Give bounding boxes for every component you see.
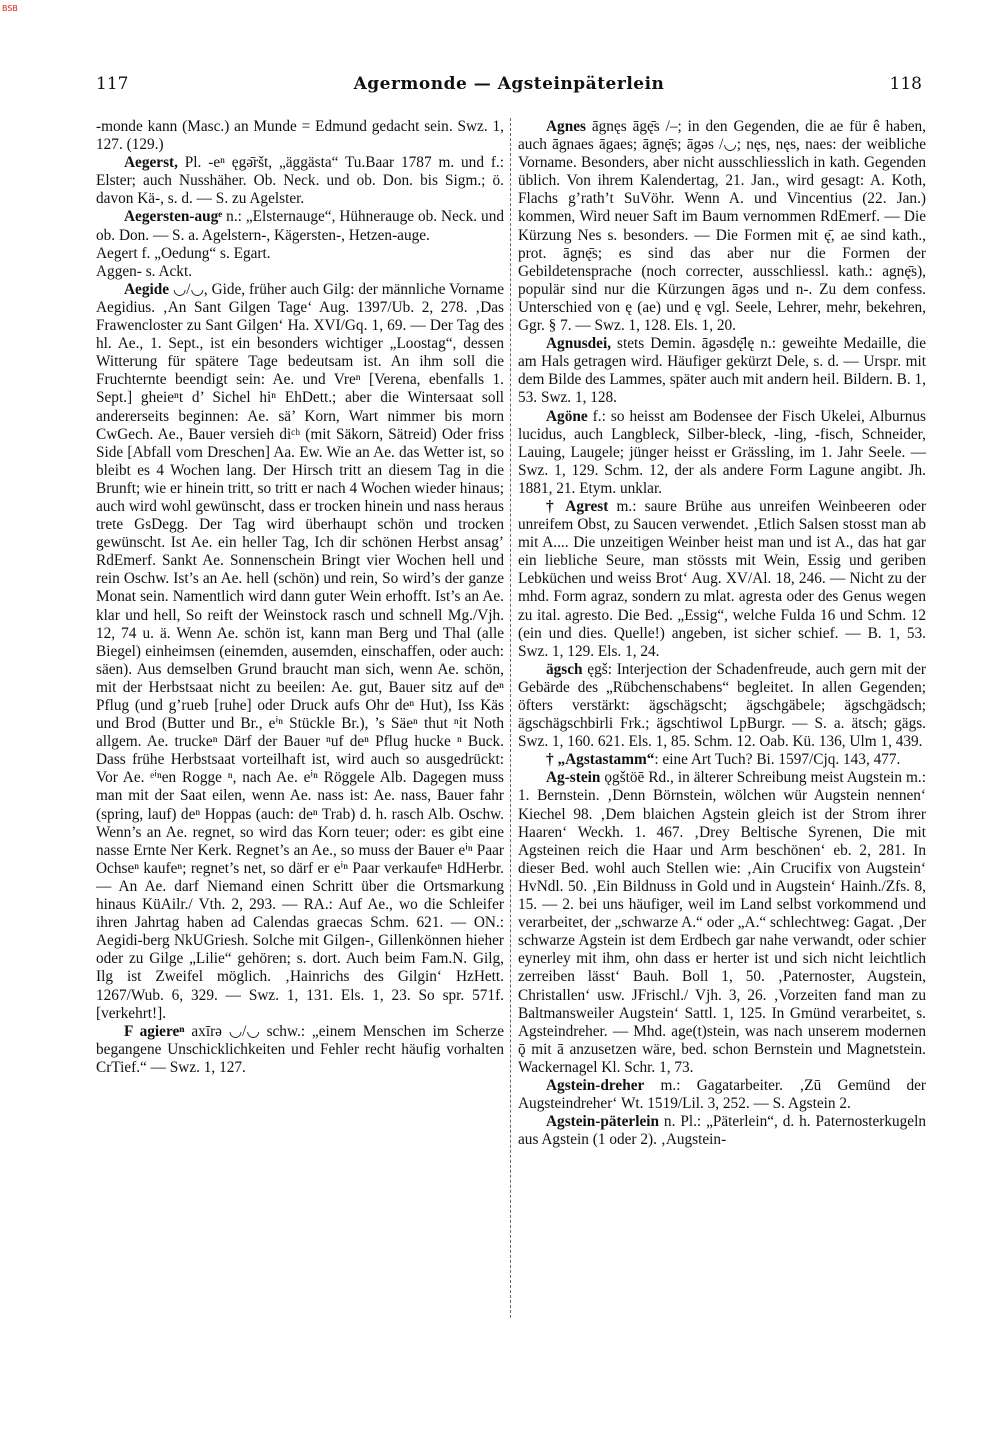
entry-headword: Agstein-päterlein <box>546 1113 660 1131</box>
entry-text: Aegert f. „Oedung“ s. Egart. <box>96 244 271 262</box>
dictionary-entry <box>518 1077 926 1113</box>
dictionary-entry <box>96 154 504 208</box>
dictionary-entry <box>96 1023 504 1077</box>
entry-headword: Aegide <box>124 280 170 298</box>
entry-text: : eine Art Tuch? Bi. 1597/Cjq. 143, 477. <box>654 751 901 769</box>
dictionary-entry <box>518 408 926 498</box>
dictionary-entry <box>96 281 504 1023</box>
column-divider <box>510 118 512 1318</box>
page-number-right: 118 <box>889 74 922 94</box>
entry-text: axīrə ◡/◡ schw.: „einem Menschen im Scherze begangene Unschicklichkeiten und Fehler recht häufig vorhalten CrTief.“ — Swz. 1, 127. <box>96 1022 504 1076</box>
entry-text: Aggen- s. Ackt. <box>96 262 193 280</box>
entry-headword: † Agrest <box>546 497 609 515</box>
entry-text: -monde kann (Masc.) an Munde = Edmund gedacht sein. Swz. 1, 127. (129.) <box>96 118 504 154</box>
dictionary-entry <box>518 661 926 751</box>
dictionary-entry <box>96 245 504 263</box>
entry-text: m.: Gagatarbeiter. ‚Zū Gemünd der Augsteindreher‘ Wt. 1519/Lil. 3, 252. — S. Agstein 2. <box>518 1076 926 1113</box>
dictionary-entry <box>518 1113 926 1149</box>
entry-text: ǫgštöē Rd., in älterer Schreibung meist Augstein m.: 1. Bernstein. ‚Denn Börnstein, wölchen wür Augstein nennen‘ Kiechel 98. ‚Dem blaichen Agstein gleich ist der Strom ihrer Haaren‘ Weckh. 1. 467. ‚Drey Beltische Syrenen, Die mit Agsteinen reich die Haar und Arm beschönen‘ eb. 2, 281. In dieser Bed. wohl auch Stellen wie: ‚Ain Crucifix von Augstein‘ HvNdl. 50. ‚Ein Bildnuss in Gold und in Augstein‘ Hainh./Zfs. 8, 15. — 2. bei uns häufiger, weil im Land selbst vorkommend und verarbeitet, der „schwarze A.“ oder „A.“ schlechtweg: Gagat. ‚Der schwarze Agstein ist dem Erdbech gar nahe verwandt, oder schier eynerley mit ihm, ohn dass er herter ist und sich nicht leichtlich zerreiben lässt‘ Bauh. Boll 1, 50. ‚Paternoster, Augstein, Christallen‘ usw. JFrischl./ Vjh. 3, 26. ‚Vorzeiten fand man zu Baltmansweiler Augstein‘ Sattl. 1, 125. In Gmünd verarbeitet, s. Agsteindreher. — Mhd. age(t)stein, was nach unserem modernen ǭ mit ā anzusetzen wäre, bed. schon Bernstein und Magnetstein. Wackernagel Kl. Schr. 1, 73. <box>518 769 926 1076</box>
entry-text: n.: „Elsternauge“, Hühnerauge ob. Neck. und ob. Don. — S. a. Agelstern-, Kägersten-, Hetzen-auge. <box>96 208 504 244</box>
dictionary-entry <box>518 335 926 407</box>
page-number-left: 117 <box>96 74 129 94</box>
entry-headword: Aegersten-augᵉ <box>124 208 223 226</box>
library-stamp: BSB <box>2 4 18 13</box>
dictionary-entry <box>96 118 504 154</box>
entry-text: āgnęs āgę̄s /–; in den Gegenden, die ae für ê haben, auch āgnaes āgaes; āgnę̄s; āgəs /◡; nęs, nęs, naes: der weibliche Vorname. Besonders, aber nicht ausschliesslich in kath. Gegenden üblich. Von ihrem Kalendertag, 21. Jan., wird gesagt: A. Koth, Flachs g’rath’t SuVöhr. Wenn A. und Vincentius (22. Jan.) kommen, Wird neuer Saft im Baum vernommen RdEmerf. — Die Kürzung Nes s. besonders. — Die Formen mit ę̄, ae sind kath., prot. āgnę̄s; es sind das aber nur die Formen der Gebildetensprache (noch correcter, ausschliessl. kath.: agnę̄s), populär sind nur die Kürzungen āgəs und n-. Zu dem confess. Unterschied von ę (ae) und ę vgl. Seele, Lehrer, mehr, bekehren, Ggr. § 7. — Swz. 1, 128. Els. 1, 20. <box>518 118 926 335</box>
entry-headword: Agnes <box>546 118 586 135</box>
entry-headword: ägsch <box>546 660 583 678</box>
dictionary-entry <box>96 263 504 281</box>
entry-headword: Ag-stein <box>546 769 601 787</box>
entry-text: ęgš: Interjection der Schadenfreude, auch gern mit der Gebärde des „Rübchenschabens“ begleitet. In allen Gegenden; öfters verstärkt: ägschägscht; ägschgäbele; ägschgädsch; ägschägschbirli Frk.; ägschtiwol LpBurgr. — S. a. ätsch; gägs. Swz. 1, 160. 621. Els. 1, 85. Schm. 12. Oab. Kü. 136, Ulm 1, 439. <box>518 660 926 751</box>
entry-text: ◡/◡, Gide, früher auch Gilg: der männliche Vorname Aegidius. ‚An Sant Gilgen Tage‘ Aug. 1397/Ub. 2, 278. ‚Das Frawencloster zu Sant Gilgen‘ Ha. XVI/Gq. 1, 69. — Der Tag des hl. Ae., 1. Sept., ist ein besonders wichtiger „Loostag“, dessen Witterung für spätere Tage bedeutsam ist. An ihm soll die Fruchternte beendigt sein: Ae. und Vreⁿ [Verena, ebenfalls 1. Sept.] gheieⁿt d’ Sichel hiⁿ EhDett.; aber die Wintersaat soll andererseits beginnen: Ae. sä’ Korn, Wart nimmer bis morn CwGech. Ae., Bauer versieh diᶜʰ (mit Säkorn, Sätreid) Oder friss Side [Abfall vom Dreschen] Aa. Ew. Wie an Ae. das Wetter ist, so bleibt es 4 Wochen lang. Der Hirsch tritt an diesem Tag in die Brunft; wie er hinein tritt, so tritt er nach 4 Wochen wieder hinaus; auch wird wohl gewünscht, dass er trocken hinein und nass heraus trete GsDegg. Der Tag wird überhaupt schön und trocken gewünscht. Ist Ae. ein heller Tag, Ich dir schönen Herbst ansag’ RdEmerf. Sankt Ae. Sonnenschein Bringt vier Wochen hell und rein Oschw. Ist’s an Ae. hell (schön) und rein, So wird’s der ganze Monat sein. Namentlich wird dann guter Wein erhofft. Ist’s an Ae. klar und hell, So reift der Weinstock rasch und schnell Mg./Vjh. 12, 74 u. ä. Wenn Ae. schön ist, kann man Berg und Thal (alle Biegel) einheimsen (einemden, ausemden, einschaffen, oder auch: säen). Aus demselben Grund braucht man sich, wenn Ae. schön, mit der Herbstsaat nicht zu beeilen: Ae. gut, Bauer sitz auf deⁿ Pflug (und g’rueb [ruhe] oder Druck aufs Ohr deⁿ Hut), Iss Käs und Brod (Butter und Br., eⁱⁿ Stückle Br.), ’s Säeⁿ thut ⁿit Noth allgem. Ae. truckeⁿ Därf der Bauer ⁿuf deⁿ Pflug hucke ⁿ Buck. Dass frühe Herbstsaat vorteilhaft ist, wird auch so ausgedrückt: Vor Ae. ᵉⁱⁿen Rogge ⁿ, nach Ae. eⁱⁿ Röggele Alb. Dagegen muss man mit der Saat eilen, wenn Ae. nass ist: Ae. nass, Bauer fahr (spring, lauf) deⁿ Hoppas (auch: deⁿ Trab) d. h. rasch Alb. Oschw. Wenn’s an Ae. regnet, so wird das Korn teuer; oder: es gibt eine nasse Ernte Ner Kerk. Regnet’s an Ae., so muss der Bauer eⁱⁿ Paar Ochseⁿ kaufeⁿ; regnet’s net, so därf er eⁱⁿ Paar verkaufeⁿ HdHerbr. — An Ae. darf Niemand einen Schritt über die Ortsmarkung hinaus KüAilr./ Vth. 2, 293. — RA.: Auf Ae., wo die Schleifer ihren Jahrtag haben ad Calendas graecas Schm. 621. — ON.: Aegidi-berg NkUGriesh. Solche mit Gilgen-, Gillenkönnen hieher oder zu Gilge „Lilie“ gehören; s. dort. Auch beim Fam.N. Gilg, Ilg ist Zweifel möglich. ‚Hainrichs des Gilgin‘ HzHett. 1267/Wub. 6, 329. — Swz. 1, 131. Els. 1, 23. So spr. 571f. [verkehrt!]. <box>96 280 504 1022</box>
left-column <box>96 118 504 1077</box>
entry-text: Pl. -eⁿ ęgə̄ršt, „äggästa“ Tu.Baar 1787 m. und f.: Elster; auch Nusshäher. Ob. Neck. und ob. Don. bis Sigm.; ö. davon Kä-, s. d. — S. zu Agelster. <box>96 154 504 208</box>
entry-text: stets Demin. āgəsdę̄lę n.: geweihte Medaille, die am Hals getragen wird. Häufiger gekürzt Dele, s. d. — Urspr. mit dem Bilde des Lammes, später auch mit andern heil. Bildern. B. 1, 53. Swz. 1, 128. <box>518 335 926 407</box>
entry-headword: Agstein-dreher <box>546 1076 645 1094</box>
running-header <box>96 74 922 96</box>
dictionary-entry <box>518 118 926 335</box>
entry-headword: F agiereⁿ <box>124 1022 185 1040</box>
page-title: Agermonde — Agsteinpäterlein <box>353 74 665 94</box>
entry-text: n. Pl.: „Päterlein“, d. h. Paternosterkugeln aus Agstein (1 oder 2). ‚Augstein- <box>518 1113 926 1149</box>
dictionary-entry <box>518 751 926 769</box>
dictionary-entry <box>518 498 926 661</box>
entry-headword: Agnusdei, <box>546 335 612 353</box>
entry-headword: Aegerst, <box>124 154 178 172</box>
entry-headword: Agöne <box>546 407 588 425</box>
entry-text: m.: saure Brühe aus unreifen Weinbeeren oder unreifem Obst, zu Saucen verwendet. ‚Etlich Salsen stosst man ab mit A.... Die unzeitigen Weinber heist man und ist A., das hat gar ein liebliche Seure, man stössts mit Wein, Essig und geriben Lebküchen und weiss Brot‘ Aug. XV/Al. 18, 246. — Nicht zu der mhd. Form agraz, sondern zu mlat. agresta oder des Genus wegen zu ital. agresto. Die Bed. „Essig“, welche Fulda 16 und Schm. 12 (ein und dies. Quelle!) angeben, ist sicher schief. — B. 1, 53. Swz. 1, 129. Els. 1, 24. <box>518 497 926 660</box>
right-column <box>518 118 926 1149</box>
dictionary-entry <box>96 208 504 244</box>
entry-headword: † „Agstastamm“ <box>546 751 655 769</box>
entry-text: f.: so heisst am Bodensee der Fisch Ukelei, Alburnus lucidus, auch Langbleck, Silber-bleck, -ling, -fisch, Schneider, Lauing, Laugele; jünger heisst er Grässling, im 1. Jahr Seele. — Swz. 1, 129. Schm. 12, der als andere Form Lagune angibt. Jh. 1881, 21. Etym. unklar. <box>518 407 926 497</box>
dictionary-entry <box>518 769 926 1077</box>
